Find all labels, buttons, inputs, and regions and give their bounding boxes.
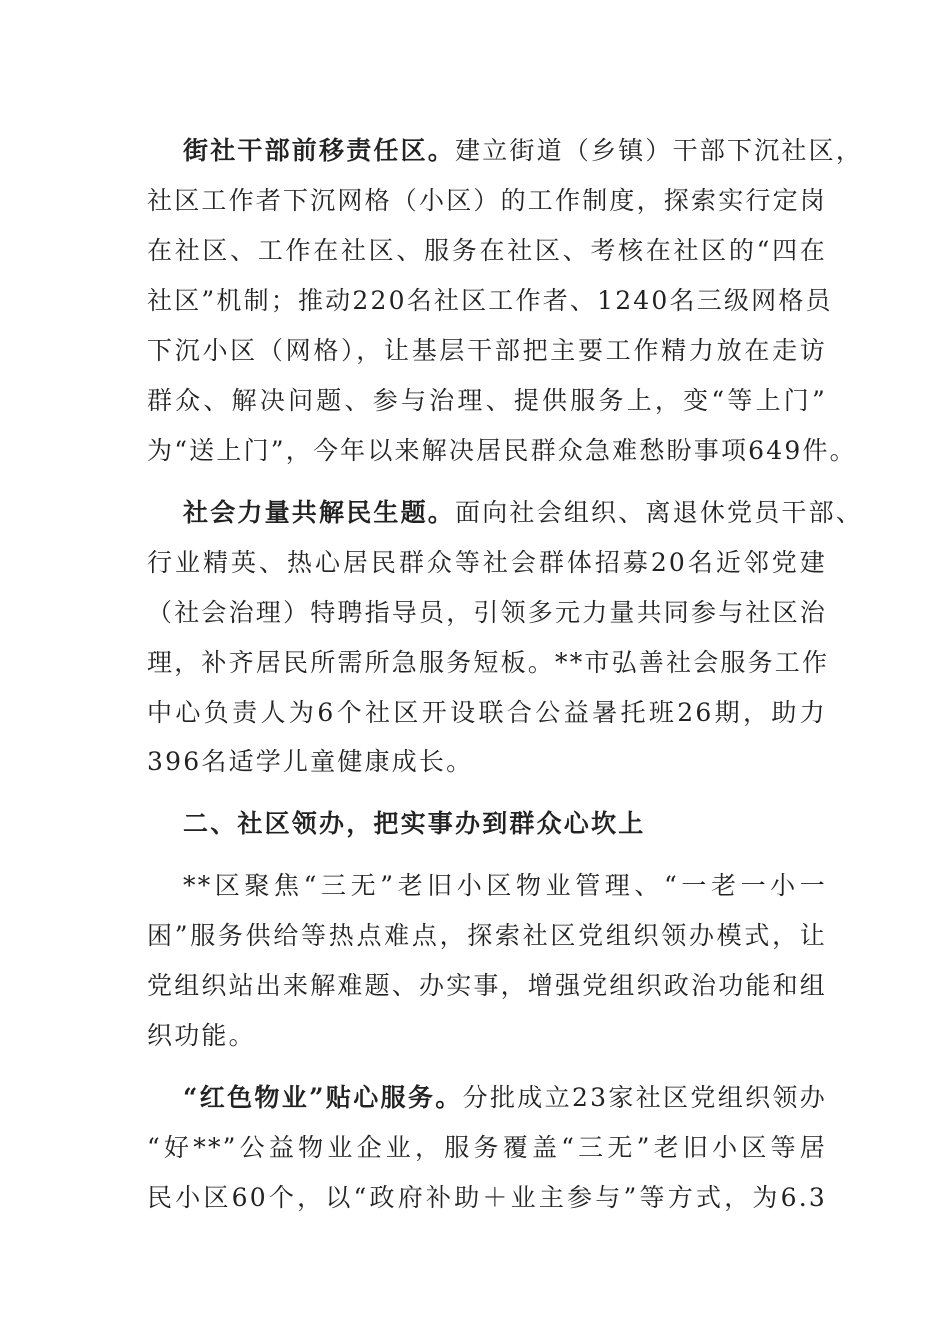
section-heading: 二、社区领办，把实事办到群众心坎上 <box>183 809 646 838</box>
paragraph-1-line-1 <box>183 135 864 167</box>
paragraph-3-line-3: 党组织站出来解难题、办实事，增强党组织政治功能和组 <box>147 971 828 1000</box>
paragraph-1-line-7: 为“送上门”，今年以来解决居民群众急难愁盼事项649件。 <box>147 436 857 465</box>
paragraph-3-line-1: **区聚焦“三无”老旧小区物业管理、“一老一小一 <box>183 871 827 900</box>
paragraph-4-lead: “红色物业”贴心服务。 <box>183 1083 463 1112</box>
paragraph-2-line-3: （社会治理）特聘指导员，引领多元力量共同参与社区治 <box>147 598 828 627</box>
paragraph-1-lead: 街社干部前移责任区。 <box>183 136 456 165</box>
paragraph-4-text: 分批成立23家社区党组织领办 <box>462 1083 827 1112</box>
paragraph-4-line-1 <box>183 1082 827 1114</box>
paragraph-1-line-5: 下沉小区（网格），让基层干部把主要工作精力放在走访 <box>147 336 827 365</box>
paragraph-1-line-3: 在社区、工作在社区、服务在社区、考核在社区的“四在 <box>147 236 827 265</box>
paragraph-1-line-4: 社区”机制；推动220名社区工作者、1240名三级网格员 <box>147 286 833 315</box>
paragraph-2-line-2: 行业精英、热心居民群众等社会群体招募20名近邻党建 <box>147 548 827 577</box>
paragraph-1-text: 建立街道（乡镇）干部下沉社区， <box>455 136 864 165</box>
paragraph-2-line-4: 理，补齐居民所需所急服务短板。**市弘善社会服务工作 <box>147 648 830 677</box>
paragraph-3-line-2: 困”服务供给等热点难点，探索社区党组织领办模式，让 <box>147 921 827 950</box>
paragraph-3-line-4: 织功能。 <box>147 1021 256 1050</box>
paragraph-1-line-2: 社区工作者下沉网格（小区）的工作制度，探索实行定岗 <box>147 186 828 215</box>
paragraph-1-line-6: 群众、解决问题、参与治理、提供服务上，变“等上门” <box>147 386 827 415</box>
paragraph-2-line-1 <box>183 497 864 529</box>
paragraph-2-lead: 社会力量共解民生题。 <box>183 498 456 527</box>
paragraph-4-line-3: 民小区60个，以“政府补助＋业主参与”等方式，为6.3 <box>147 1183 827 1212</box>
paragraph-2-line-5: 中心负责人为6个社区开设联合公益暑托班26期，助力 <box>147 698 827 727</box>
paragraph-2-text: 面向社会组织、离退休党员干部、 <box>455 498 864 527</box>
paragraph-2-line-6: 396名适学儿童健康成长。 <box>147 747 474 776</box>
paragraph-4-line-2: “好**”公益物业企业，服务覆盖“三无”老旧小区等居 <box>147 1133 827 1162</box>
